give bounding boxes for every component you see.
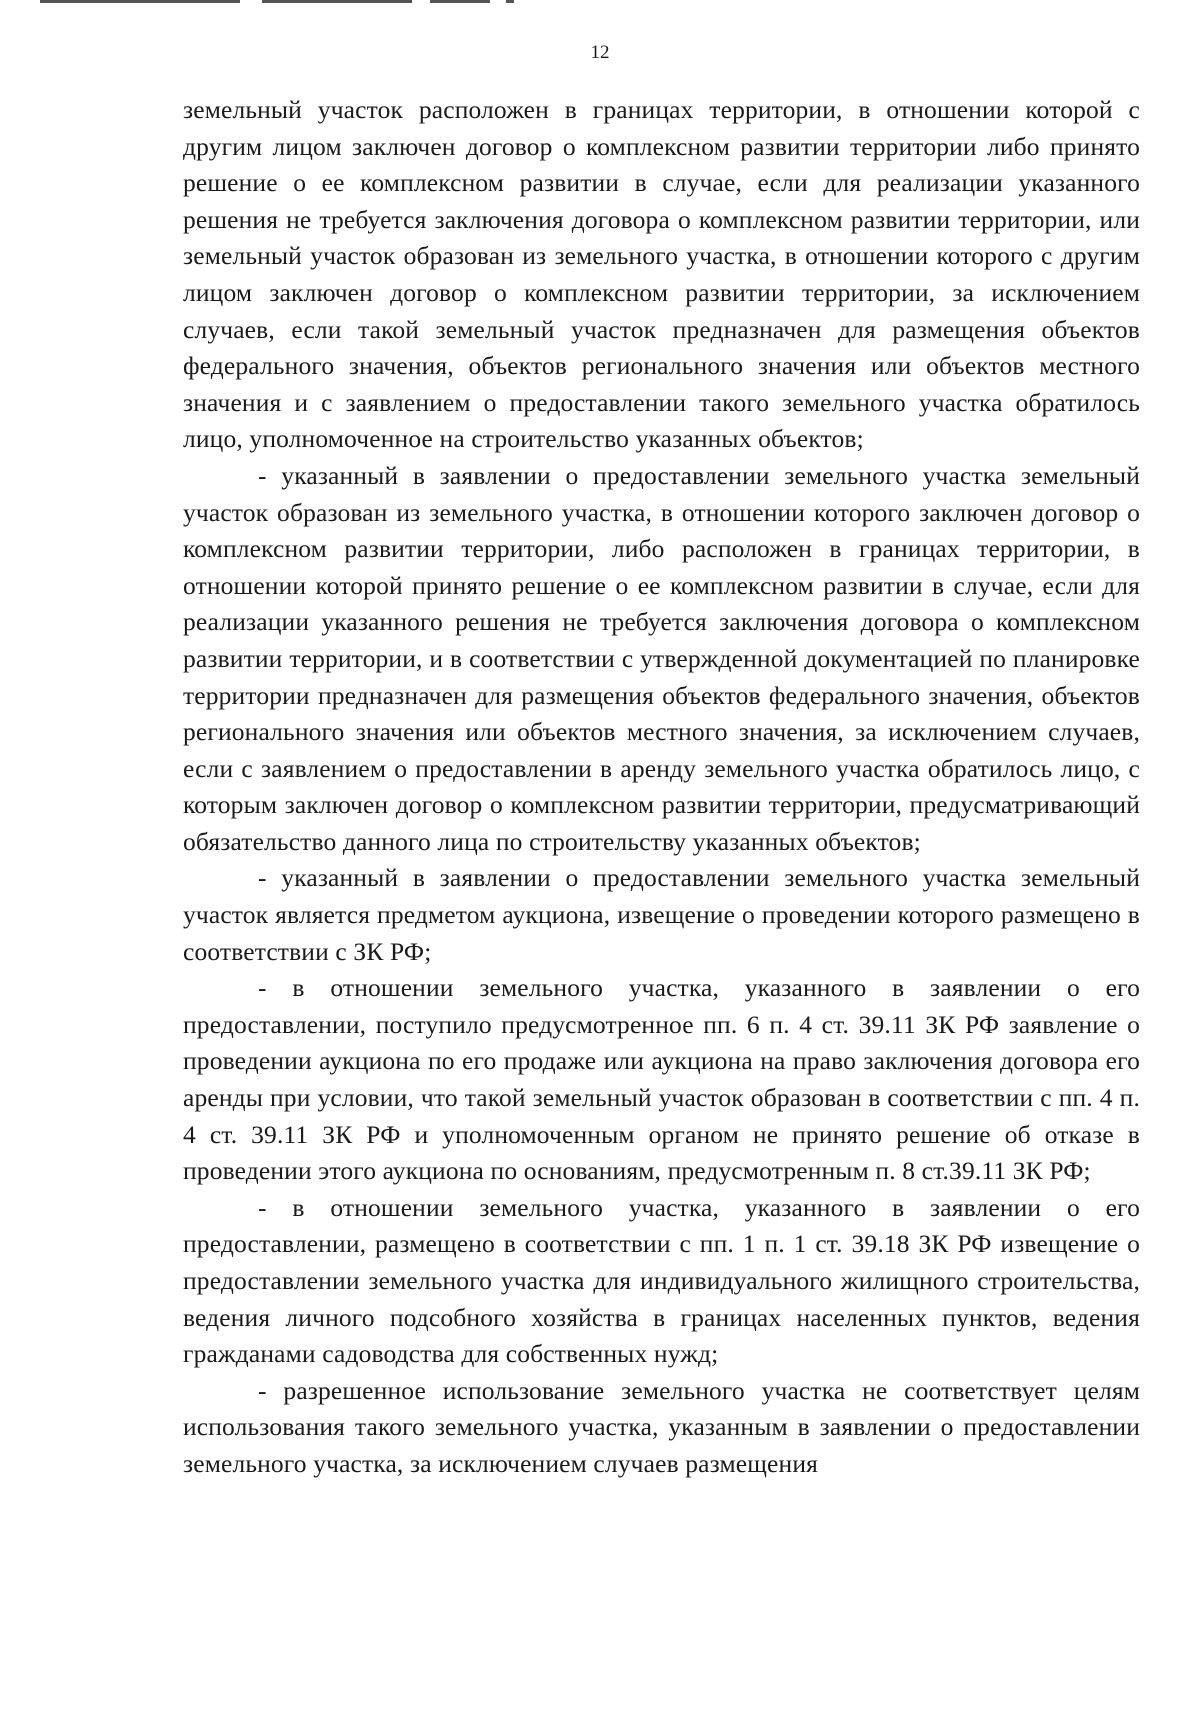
paragraph-list-item: - указанный в заявлении о предоставлении земельного участка земельный участок является предметом аукциона, извещение о проведении которого размещено в соответствии с ЗК РФ; [183,863,1140,966]
paragraph-continuation: земельный участок расположен в границах территории, в отношении которой с другим лицом заключен договор о комплексном развитии территории либо принято решение о ее комплексном развитии в случае, если для реализации указанного решения не требуется заключения договора о комплексном развитии территории, или земельный участок образован из земельного участка, в отношении которого с другим лицом заключен договор о комплексном развитии территории, за исключением случаев, если такой земельный участок предназначен для размещения объектов федерального значения, объектов регионального значения или объектов местного значения и с заявлением о предоставлении такого земельного участка обратилось лицо, уполномоченное на строительство указанных объектов; [183,95,1140,454]
scan-edge-mark [262,0,412,3]
scan-edge-mark [506,0,514,3]
scan-edge-mark [40,0,240,3]
paragraph-list-item: - указанный в заявлении о предоставлении земельного участка земельный участок образован из земельного участка, в отношении которого заключен договор о комплексном развитии территории, либо расположен в границах территории, в отношении которой принято решение о ее комплексном развитии в случае, если для реализации указанного решения не требуется заключения договора о комплексном развитии территории, и в соответствии с утвержденной документацией по планировке территории предназначен для размещения объектов федерального значения, объектов регионального значения или объектов местного значения, за исключением случаев, если с заявлением о предоставлении в аренду земельного участка обратилось лицо, с которым заключен договор о комплексном развитии территории, предусматривающий обязательство данного лица по строительству указанных объектов; [183,460,1140,856]
paragraph-list-item: - в отношении земельного участка, указанного в заявлении о его предоставлении, поступило предусмотренное пп. 6 п. 4 ст. 39.11 ЗК РФ заявление о проведении аукциона по его продаже или аукциона на право заключения договора его аренды при условии, что такой земельный участок образован в соответствии с пп. 4 п. 4 ст. 39.11 ЗК РФ и уполномоченным органом не принято решение об отказе в проведении этого аукциона по основаниям, предусмотренным п. 8 ст.39.11 ЗК РФ; [183,973,1140,1186]
page-number: 12 [590,42,610,63]
document-body [183,92,1140,1483]
paragraph-list-item: - разрешенное использование земельного участка не соответствует целям использования такого земельного участка, указанным в заявлении о предоставлении земельного участка, за исключением случаев размещения [183,1375,1140,1478]
paragraph-list-item: - в отношении земельного участка, указанного в заявлении о его предоставлении, размещено в соответствии с пп. 1 п. 1 ст. 39.18 ЗК РФ извещение о предоставлении земельного участка для индивидуального жилищного строительства, ведения личного подсобного хозяйства в границах населенных пунктов, ведения гражданами садоводства для собственных нужд; [183,1192,1140,1369]
scan-edge-mark [430,0,490,3]
